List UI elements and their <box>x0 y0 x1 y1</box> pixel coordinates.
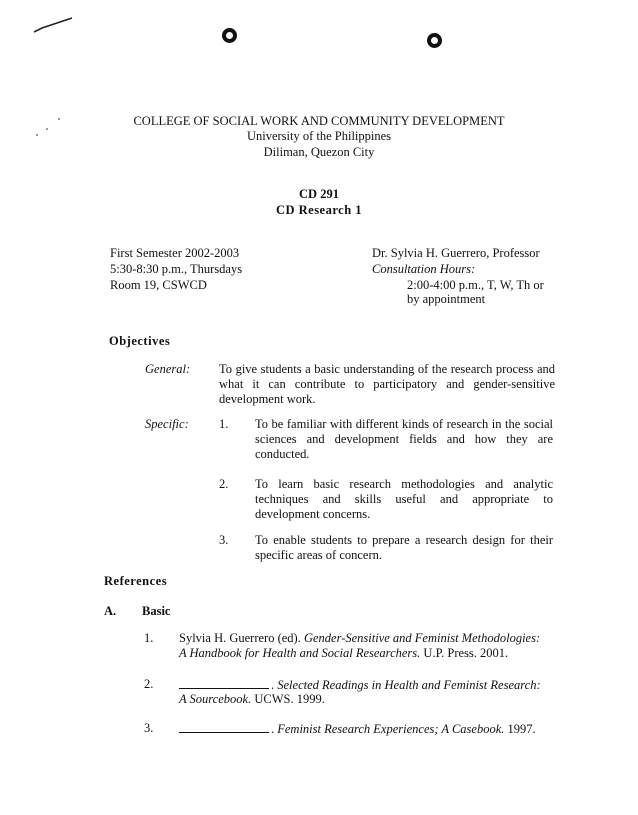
semester: First Semester 2002-2003 <box>110 246 240 260</box>
references-heading: References <box>104 574 168 588</box>
reference-line: . Feminist Research Experiences; A Casebook. 1997. <box>179 721 536 737</box>
binder-hole-left <box>222 28 237 43</box>
instructor-name: Dr. Sylvia H. Guerrero, Professor <box>372 246 540 260</box>
reference-publisher: U.P. Press. 2001. <box>423 646 509 660</box>
specific-item: To enable students to prepare a research design for their specific areas of concern. <box>255 533 553 562</box>
reference-title: Gender-Sensitive and Feminist Methodologies: <box>303 631 541 645</box>
consultation-hours: 2:00-4:00 p.m., T, W, Th or <box>407 278 544 292</box>
college-name: COLLEGE OF SOCIAL WORK AND COMMUNITY DEVELOPMENT <box>133 114 505 128</box>
reference-line <box>179 631 540 646</box>
specific-num: 1. <box>219 417 229 431</box>
reference-publisher: UCWS. 1999. <box>254 692 325 706</box>
section-label: A. <box>104 604 117 618</box>
author-blank-line <box>179 677 269 689</box>
reference-num: 1. <box>144 631 154 645</box>
reference-title-cont: A Handbook for Health and Social Researchers. <box>179 646 421 660</box>
consultation-appointment: by appointment <box>407 292 486 306</box>
specific-item: To be familiar with different kinds of research in the social sciences and development fields and how they are conducted. <box>255 417 553 461</box>
specific-num: 2. <box>219 477 229 491</box>
binder-hole-right <box>427 33 442 48</box>
general-text: To give students a basic understanding of the research process and what it can contribute to participatory and gender-sensitive development work. <box>219 362 555 406</box>
reference-line <box>179 646 508 661</box>
reference-line <box>179 692 325 707</box>
course-code: CD 291 <box>299 187 339 201</box>
reference-num: 3. <box>144 721 154 735</box>
university-name: University of the Philippines <box>246 129 392 143</box>
specific-num: 3. <box>219 533 229 547</box>
reference-publisher: 1997. <box>507 722 536 736</box>
specific-item: To learn basic research methodologies and analytic techniques and skills useful and appropriate to development concerns. <box>255 477 553 521</box>
pen-mark <box>32 14 82 36</box>
university-location: Diliman, Quezon City <box>263 145 375 159</box>
general-label: General: <box>145 362 191 376</box>
reference-author: Sylvia H. Guerrero (ed). <box>179 631 301 645</box>
reference-title: Selected Readings in Health and Feminist Research: <box>277 678 541 692</box>
reference-title: Feminist Research Experiences; A Casebook. <box>277 722 505 736</box>
consultation-label: Consultation Hours: <box>372 262 476 276</box>
section-title: Basic <box>142 604 171 618</box>
specific-label: Specific: <box>145 417 189 431</box>
reference-num: 2. <box>144 677 154 691</box>
objectives-heading: Objectives <box>109 334 171 348</box>
reference-line: . Selected Readings in Health and Feminist Research: <box>179 677 541 693</box>
author-blank-line <box>179 721 269 733</box>
room: Room 19, CSWCD <box>110 278 207 292</box>
class-time: 5:30-8:30 p.m., Thursdays <box>110 262 243 276</box>
course-title: CD Research 1 <box>275 203 363 217</box>
reference-title-cont: A Sourcebook. <box>179 692 252 706</box>
